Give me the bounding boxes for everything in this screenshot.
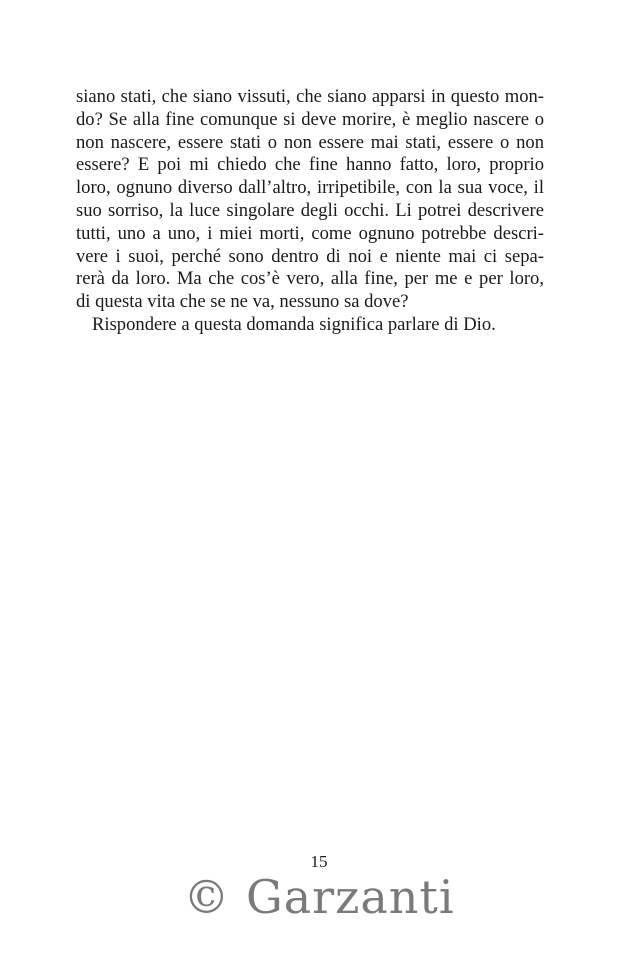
body-text bbox=[76, 86, 544, 337]
page-number: 15 bbox=[310, 852, 328, 871]
text-line: tutti, uno a uno, i miei morti, come ognuno potrebbe descri- bbox=[76, 222, 544, 244]
publisher-watermark: © Garzanti bbox=[183, 870, 455, 924]
text-line: di questa vita che se ne va, nessuno sa dove? bbox=[76, 291, 409, 313]
text-line: siano stati, che siano vissuti, che siano apparsi in questo mon- bbox=[76, 86, 544, 107]
text-line: loro, ognuno diverso dall’altro, irripetibile, con la sua voce, il bbox=[76, 177, 544, 199]
text-line: suo sorriso, la luce singolare degli occhi. Li potrei descrivere bbox=[76, 199, 544, 221]
text-line: vere i suoi, perché sono dentro di noi e niente mai ci sepa- bbox=[76, 245, 544, 267]
text-line: non nascere, essere stati o non essere mai stati, essere o non bbox=[76, 131, 544, 153]
text-line: rerà da loro. Ma che cos’è vero, alla fine, per me e per loro, bbox=[76, 268, 544, 290]
second-paragraph: Rispondere a questa domanda significa parlare di Dio. bbox=[92, 313, 496, 335]
text-line: essere? E poi mi chiedo che fine hanno fatto, loro, proprio bbox=[76, 154, 544, 176]
text-line: do? Se alla fine comunque si deve morire, è meglio nascere o bbox=[76, 108, 544, 130]
